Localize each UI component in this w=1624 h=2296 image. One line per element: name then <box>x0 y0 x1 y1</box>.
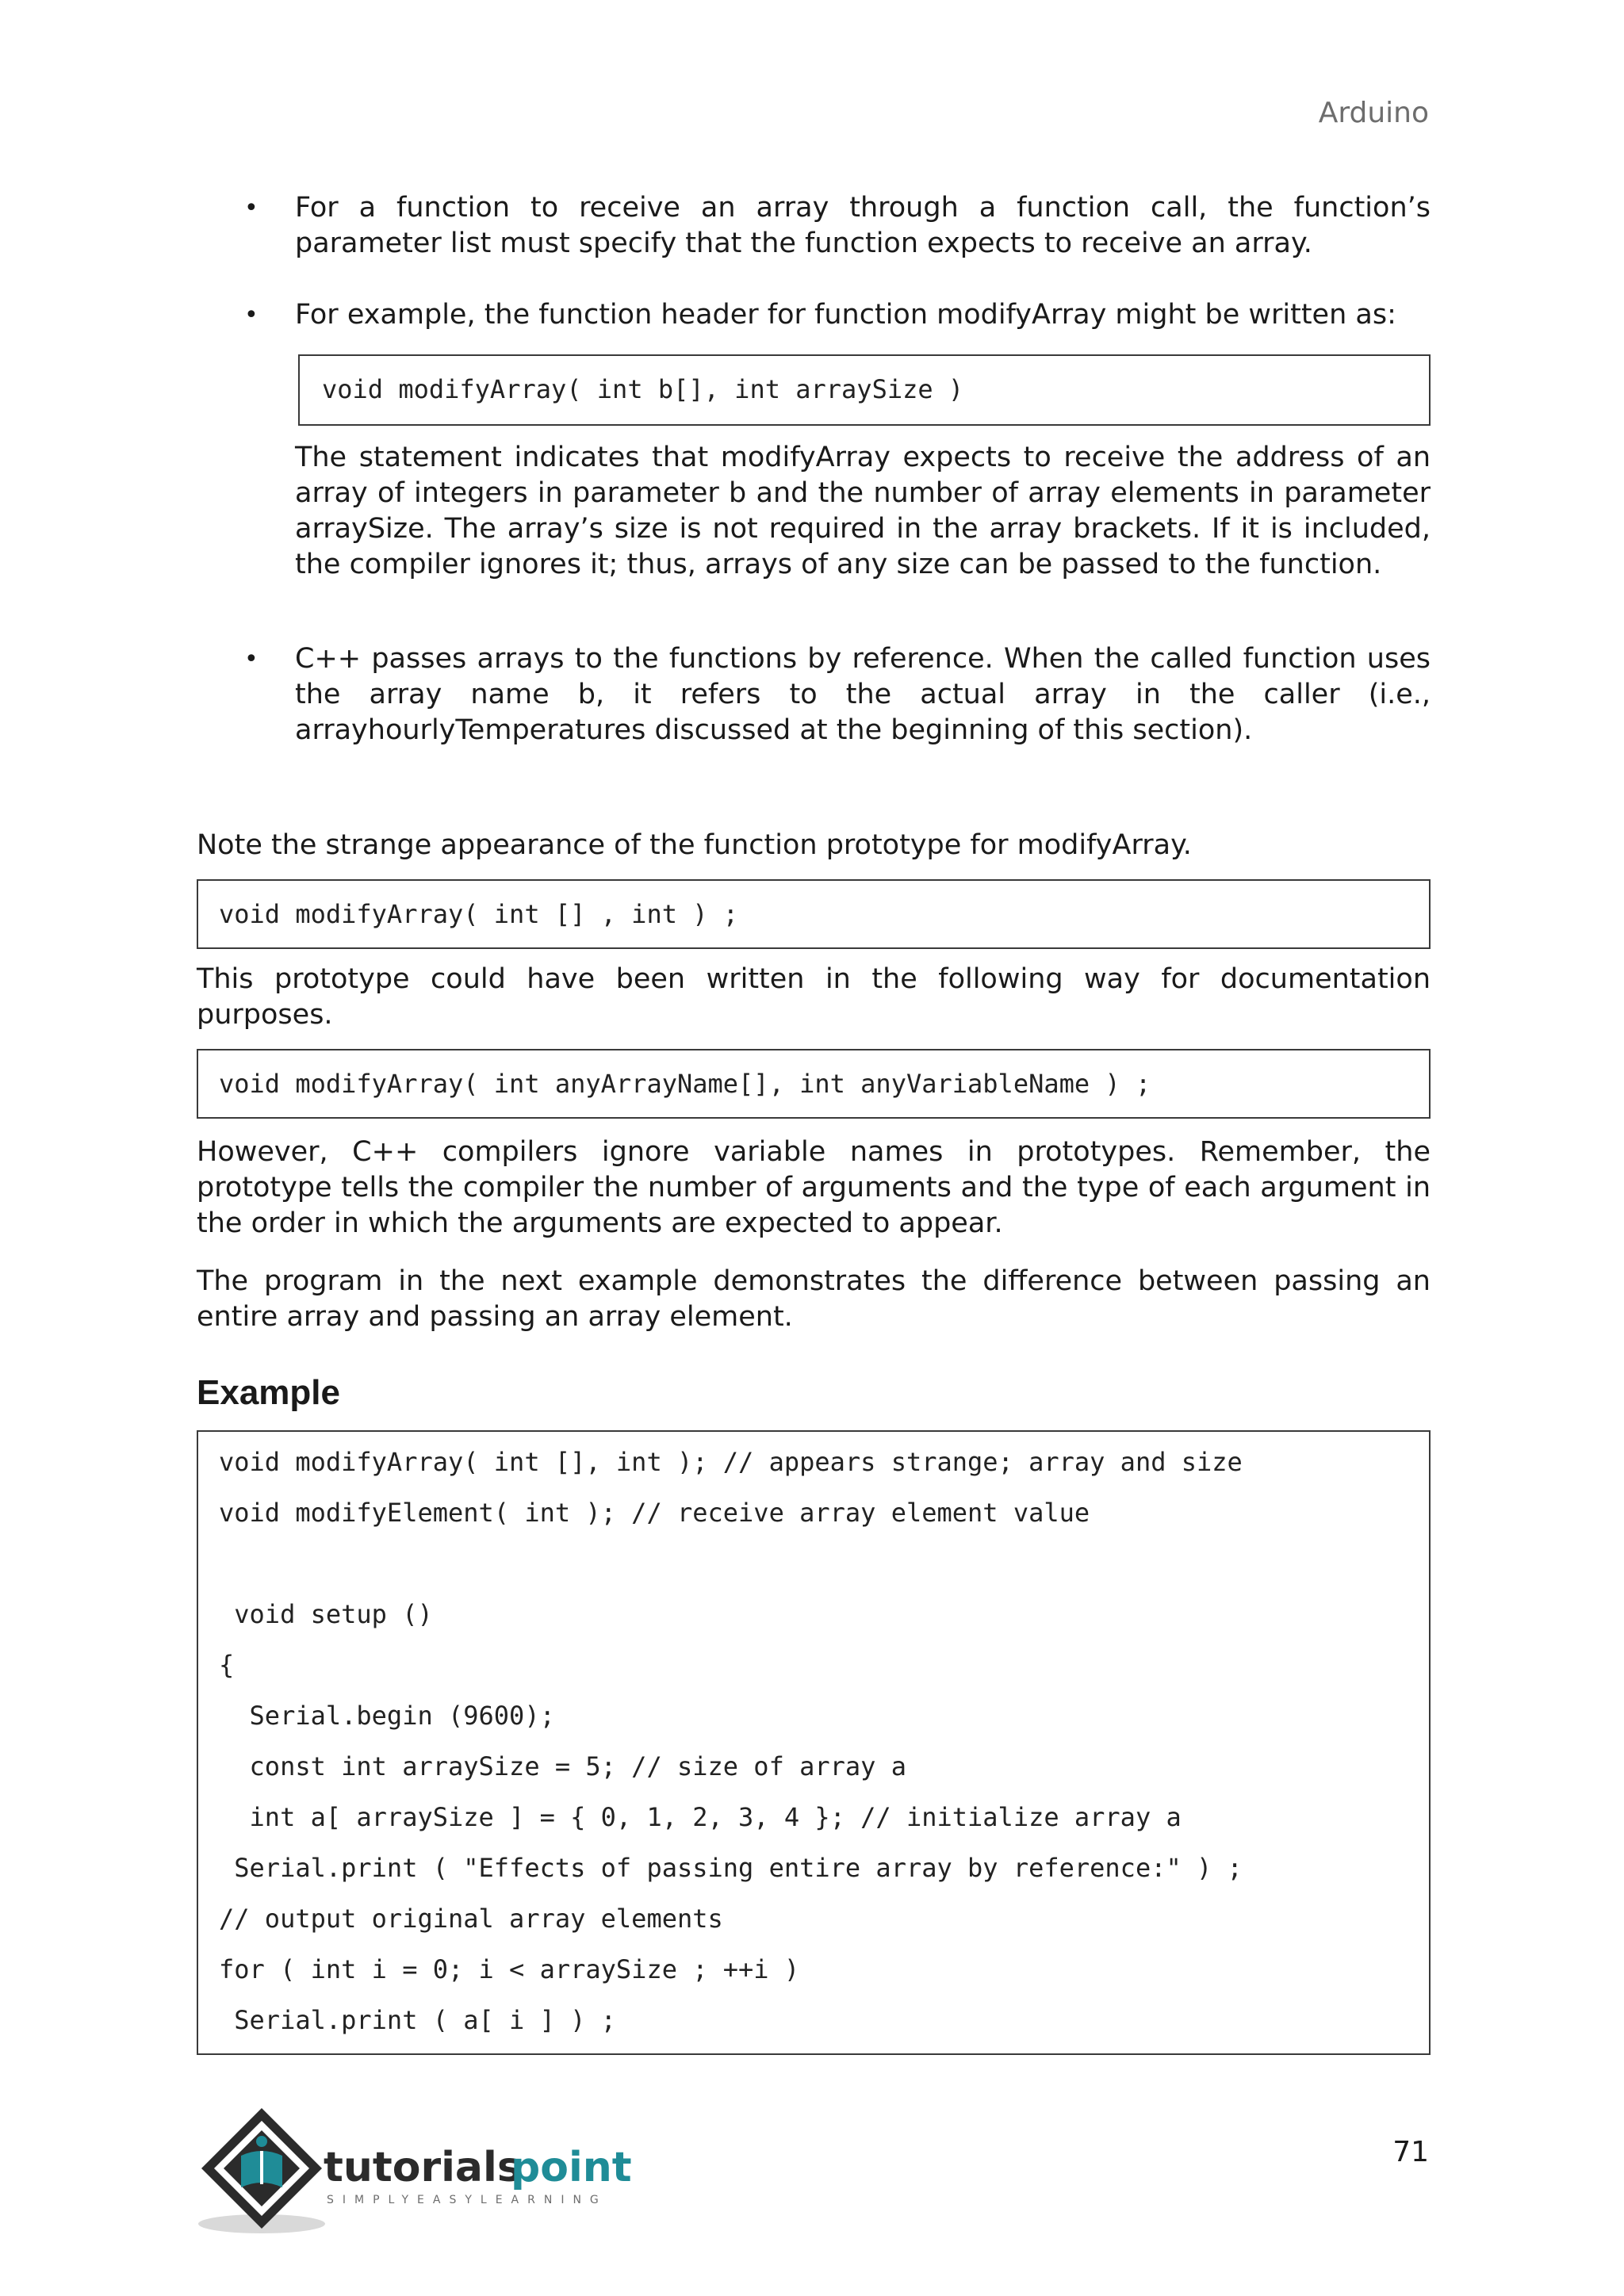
bullet-function-header: • For example, the function header for function modifyArray might be written as: <box>197 297 1431 333</box>
code-block-proto1 <box>197 879 1431 949</box>
code-line: const int arraySize = 5; // size of array a <box>219 1751 906 1781</box>
note-paragraph: Note the strange appearance of the function prototype for modifyArray. <box>197 829 1192 861</box>
logo-brand-b: point <box>511 2144 632 2191</box>
program-paragraph: The program in the next example demonstrates the difference between passing an entire array and passing an array element. <box>197 1265 1431 1333</box>
however-paragraph: However, C++ compilers ignore variable names in prototypes. Remember, the prototype tells the compiler the number of arguments and the type of each argument in the order in which the arguments are expected to appear. <box>197 1136 1431 1239</box>
code-line: void modifyArray( int anyArrayName[], int anyVariableName ) ; <box>219 1069 1151 1099</box>
code-line: Serial.begin (9600); <box>219 1701 555 1731</box>
code-line: Serial.print ( "Effects of passing entire array by reference:" ) ; <box>219 1853 1243 1883</box>
running-header: Arduino <box>1318 97 1429 129</box>
logo-icon <box>197 2105 641 2240</box>
page-number: 71 <box>1392 2136 1429 2168</box>
bullet-cpp-reference: • C++ passes arrays to the functions by reference. When the called function uses the array name b, it refers to the actual array in the caller (i.e., arrayhourlyTemperatures discussed at the beginning of this section). <box>197 641 1431 748</box>
code-line: void modifyArray( int [] , int ) ; <box>219 899 739 929</box>
explanation-paragraph: The statement indicates that modifyArray expects to receive the address of an array of integers in parameter b and the number of array elements in parameter arraySize. The array’s size is not required in the array brackets. If it is included, the compiler ignores it; thus, arrays of any size can be passed to the function. <box>295 442 1431 580</box>
code-line: for ( int i = 0; i < arraySize ; ++i ) <box>219 1954 800 1984</box>
code-line: // output original array elements <box>219 1904 723 1934</box>
logo-tagline: SIMPLYEASYLEARNING <box>327 2194 607 2206</box>
bullet-function-parameter: • For a function to receive an array through a function call, the function’s parameter list must specify that the function expects to receive an array. <box>197 190 1431 262</box>
code-line: void setup () <box>219 1599 433 1629</box>
code-line <box>219 1538 1429 1589</box>
example-heading: Example <box>197 1373 340 1412</box>
tutorialspoint-logo <box>197 2105 641 2243</box>
code-line: void modifyArray( int [], int ); // appears strange; array and size <box>219 1447 1243 1477</box>
code-line: { <box>219 1650 235 1680</box>
code-block-proto2 <box>197 1049 1431 1119</box>
code-line: int a[ arraySize ] = { 0, 1, 2, 3, 4 }; // initialize array a <box>219 1802 1182 1832</box>
code-line: void modifyElement( int ); // receive array element value <box>219 1498 1090 1528</box>
code-line: void modifyArray( int b[], int arraySize ) <box>322 374 964 404</box>
code-line: Serial.print ( a[ i ] ) ; <box>219 2005 616 2035</box>
code-block-header <box>298 354 1431 426</box>
page-body <box>197 190 1431 2055</box>
logo-brand-a: tutorials <box>324 2144 522 2191</box>
prototype-paragraph: This prototype could have been written in the following way for documentation purposes. <box>197 963 1431 1031</box>
example-code-block <box>197 1430 1431 2055</box>
